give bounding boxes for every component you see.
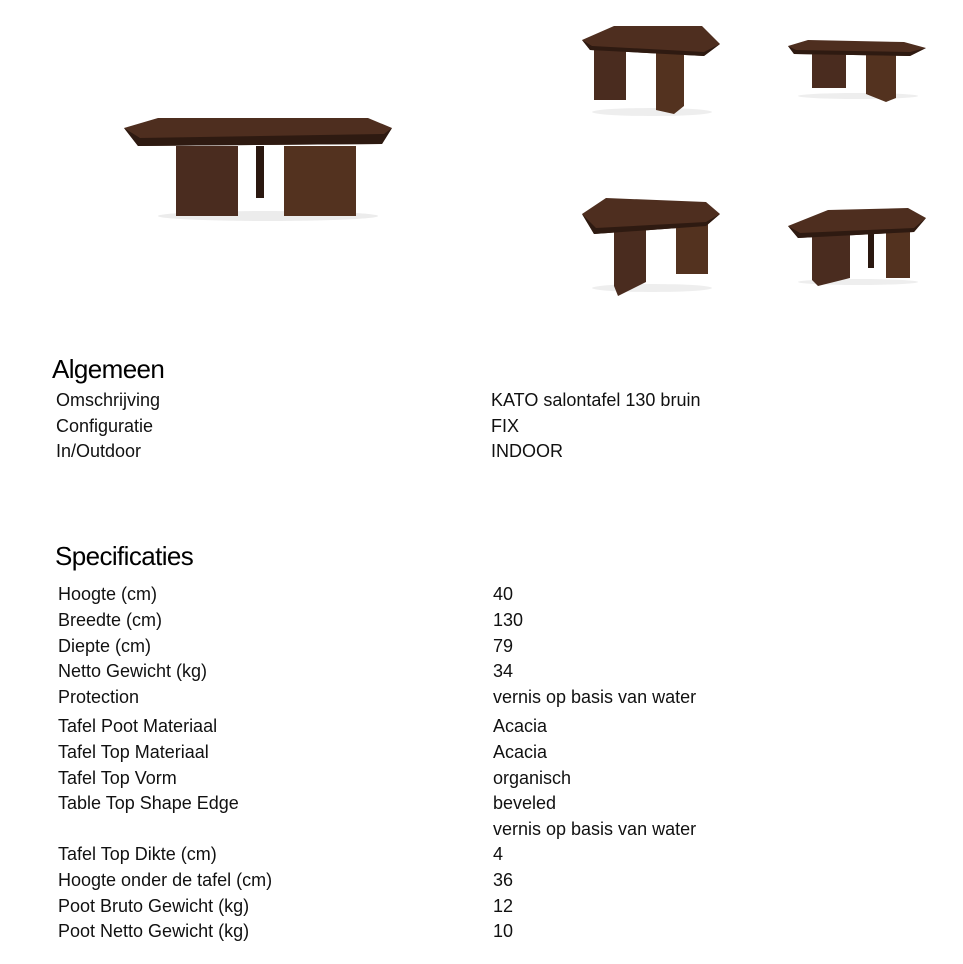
product-thumbnail-2[interactable]: [784, 32, 930, 102]
row-label: Configuratie: [56, 416, 154, 436]
row-value: 40: [493, 584, 514, 604]
row-value: 4: [493, 844, 504, 864]
row-label: Diepte (cm): [58, 636, 152, 656]
row-value: 10: [493, 921, 514, 941]
row-label: Protection: [58, 687, 140, 707]
coffee-table-wood-icon: [578, 190, 724, 300]
row-value: Acacia: [493, 742, 548, 762]
row-label: Hoogte onder de tafel (cm): [58, 870, 273, 890]
row-value: KATO salontafel 130 bruin: [491, 390, 701, 410]
row-value: Acacia: [493, 716, 548, 736]
row-label: Tafel Poot Materiaal: [58, 716, 218, 736]
row-label: Omschrijving: [56, 390, 161, 410]
coffee-table-wood-icon: [578, 20, 724, 120]
row-label: Hoogte (cm): [58, 584, 158, 604]
row-value: 79: [493, 636, 514, 656]
row-label: In/Outdoor: [56, 441, 142, 461]
row-value: INDOOR: [491, 441, 563, 461]
row-label: Poot Netto Gewicht (kg): [58, 921, 250, 941]
coffee-table-wood-icon: [784, 32, 930, 102]
section-title-algemeen: Algemeen: [52, 354, 165, 384]
row-label: Tafel Top Materiaal: [58, 742, 209, 762]
row-label: Tafel Top Vorm: [58, 768, 177, 788]
row-label: Table Top Shape Edge: [58, 793, 239, 813]
row-label: Breedte (cm): [58, 610, 163, 630]
product-thumbnail-1[interactable]: [578, 20, 724, 120]
row-value: FIX: [491, 416, 520, 436]
row-value: beveled: [493, 793, 557, 813]
product-thumbnail-3[interactable]: [578, 190, 724, 300]
section-title-specificaties: Specificaties: [55, 541, 194, 571]
coffee-table-wood-icon: [118, 110, 394, 222]
row-value: 130: [493, 610, 524, 630]
row-label: Poot Bruto Gewicht (kg): [58, 896, 250, 916]
row-value: 34: [493, 661, 514, 681]
row-value: 12: [493, 896, 514, 916]
row-label: Tafel Top Dikte (cm): [58, 844, 217, 864]
product-image-main[interactable]: [118, 110, 394, 222]
row-value: vernis op basis van water: [493, 687, 697, 707]
product-thumbnail-4[interactable]: [784, 200, 930, 290]
coffee-table-wood-icon: [784, 200, 930, 290]
row-label: Netto Gewicht (kg): [58, 661, 208, 681]
row-value: vernis op basis van water: [493, 819, 697, 839]
row-value: 36: [493, 870, 514, 890]
row-value: organisch: [493, 768, 572, 788]
